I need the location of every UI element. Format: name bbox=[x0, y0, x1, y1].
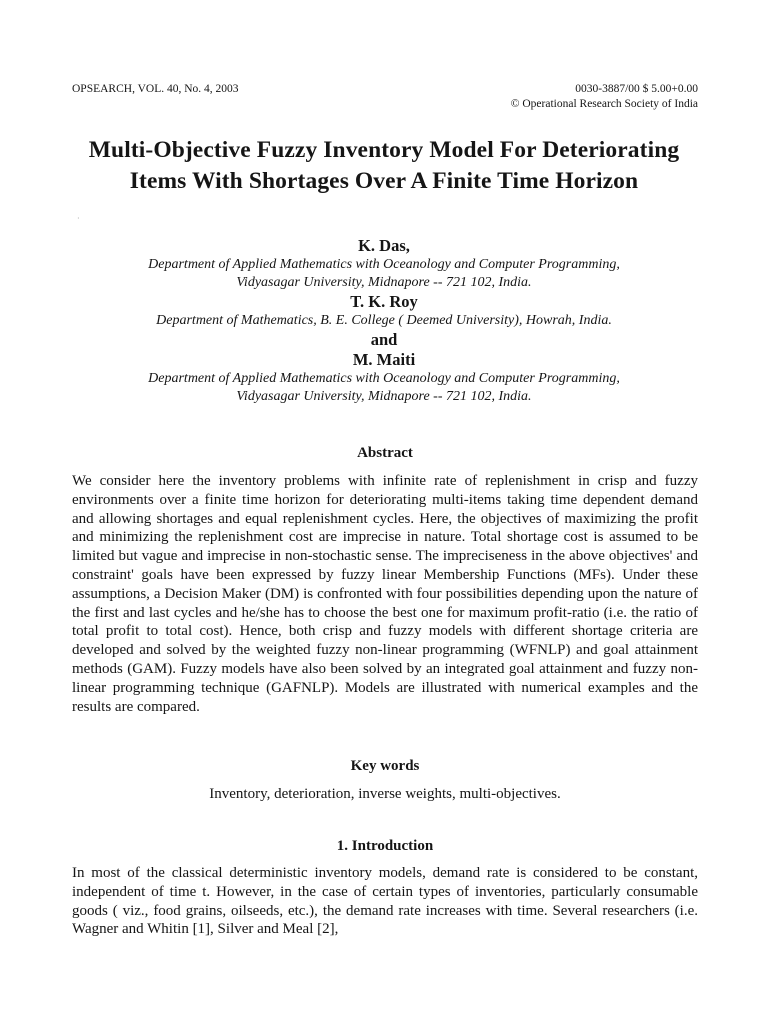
introduction-text: In most of the classical deterministic inventory models, demand rate is considered to be constant, independent of time t. However, in the case of certain types of inventories, particularly consumable goods ( viz., food grains, oilseeds, etc.), the demand rate increases with time. Several researchers (i.e. Wagner and Whitin [1], Silver and Meal [2], bbox=[72, 865, 698, 938]
author-affiliation: Department of Mathematics, B. E. College ( Deemed University), Howrah, India. bbox=[156, 313, 612, 328]
keywords-list: Inventory, deterioration, inverse weights, multi-objectives. bbox=[209, 786, 561, 802]
author-name: M. Maiti bbox=[352, 350, 416, 369]
copyright-notice: © Operational Research Society of India bbox=[510, 98, 698, 110]
author-name: K. Das, bbox=[358, 236, 410, 255]
author-affiliation: Department of Applied Mathematics with Oceanology and Computer Programming, bbox=[148, 257, 620, 272]
journal-citation: OPSEARCH, VOL. 40, No. 4, 2003 bbox=[72, 83, 239, 95]
author-name: T. K. Roy bbox=[350, 292, 418, 311]
author-block bbox=[50, 236, 718, 406]
abstract-heading: Abstract bbox=[357, 445, 413, 461]
keywords-heading: Key words bbox=[350, 758, 420, 774]
author-affiliation: Vidyasagar University, Midnapore -- 721 102, India. bbox=[236, 389, 532, 404]
paper-title: Multi-Objective Fuzzy Inventory Model For Deteriorating Items With Shortages Over A Finite Time Horizon bbox=[88, 137, 680, 194]
author-affiliation: Vidyasagar University, Midnapore -- 721 102, India. bbox=[236, 275, 532, 290]
scan-artifact-mark: · bbox=[77, 214, 80, 223]
abstract-text: We consider here the inventory problems with infinite rate of replenishment in crisp and fuzzy environments over a finite time horizon for deteriorating multi-items taking time dependent demand and allowing shortages and equal replenishment cycles. Here, the objectives of maximizing the profit and minimizing the replenishment cost are imprecise in nature. Total shortage cost is assumed to be limited but vague and imprecise in non-stochastic sense. The impreciseness in the above objectives' and constraint' goals have been expressed by fuzzy linear Membership Functions (MFs). Under these assumptions, a Decision Maker (DM) is confronted with four possibilities depending upon the nature of the first and last cycles and he/she has to choose the best one for maximum profit-ratio (i.e. the ratio of total profit to total cost). Hence, both crisp and fuzzy models with different shortage criteria are developed and solved by the weighted fuzzy non-linear programming (WFNLP) and goal attainment methods (GAM). Fuzzy models have also been solved by an integrated goal attainment and fuzzy non-linear programming technique (GAFNLP). Models are illustrated with numerical examples and the results are compared. bbox=[72, 473, 698, 715]
header-right bbox=[511, 82, 698, 112]
issn-price-code: 0030-3887/00 $ 5.00+0.00 bbox=[575, 83, 698, 95]
author-conjunction: and bbox=[370, 330, 398, 349]
section-heading-introduction: 1. Introduction bbox=[336, 838, 434, 854]
author-affiliation: Department of Applied Mathematics with Oceanology and Computer Programming, bbox=[148, 371, 620, 386]
